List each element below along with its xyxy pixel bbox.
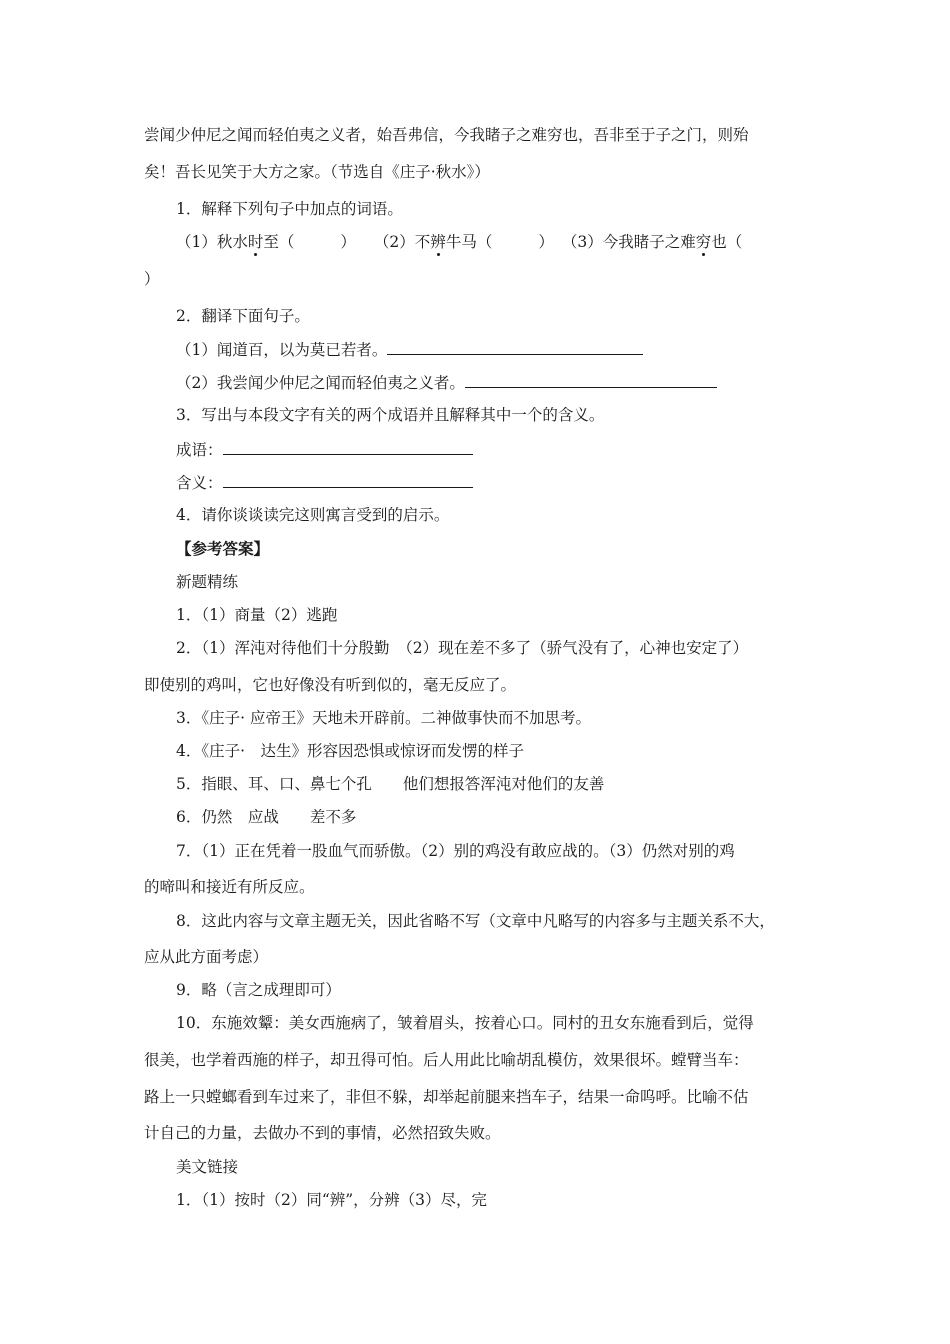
q3-idiom-answer-line[interactable] bbox=[223, 438, 473, 455]
passage-line-2: 矣！吾长见笑于大方之家。（节选自《庄子·秋水》） bbox=[144, 163, 490, 181]
answer-7-line-1: 7．（1）正在凭着一股血气而骄傲。（2）别的鸡没有敢应战的。（3）仍然对别的鸡 bbox=[176, 842, 735, 860]
q3-meaning-answer-line[interactable] bbox=[223, 471, 473, 488]
answer-1: 1．（1）商量（2）逃跑 bbox=[176, 606, 338, 624]
question-1-items-wrap: ） bbox=[144, 270, 160, 288]
answer-10-line-2: 很美，也学着西施的样子，却丑得可怕。后人用此比喻胡乱模仿，效果很坏。螳臂当车： bbox=[144, 1051, 749, 1069]
answer-10-line-4: 计自己的力量，去做办不到的事情，必然招致失败。 bbox=[144, 1124, 501, 1142]
q2-sentence-2-answer-line[interactable] bbox=[465, 371, 717, 388]
answer-3: 3．《庄子· 应帝王》天地未开辟前。二神做事快而不加思考。 bbox=[176, 709, 591, 727]
answers-section-new-exercises: 新题精练 bbox=[176, 573, 239, 591]
q2-sentence-1-text: （1）闻道百，以为莫已若者。 bbox=[176, 341, 388, 359]
answers-heading: 【参考答案】 bbox=[176, 539, 270, 558]
answer-9: 9．略（言之成理即可） bbox=[176, 981, 341, 999]
question-2-title: 2．翻译下面句子。 bbox=[176, 307, 310, 325]
answer-10-line-3: 路上一只螳螂看到车过来了，非但不躲，却举起前腿来挡车子，结果一命呜呼。比喻不估 bbox=[144, 1088, 749, 1106]
q3-meaning-label: 含义： bbox=[176, 474, 223, 492]
q2-sentence-1-answer-line[interactable] bbox=[387, 338, 643, 355]
q1-item3-suffix: 也（ bbox=[711, 233, 743, 251]
question-4-title: 4．请你谈谈读完这则寓言受到的启示。 bbox=[176, 506, 450, 524]
q2-sentence-2-text: （2）我尝闻少仲尼之闻而轻伯夷之义者。 bbox=[176, 374, 465, 392]
answer-8-line-1: 8．这此内容与文章主题无关，因此省略不写（文章中凡略写的内容多与主题关系不大， bbox=[176, 912, 775, 930]
linked-answer-1: 1．（1）按时（2）同“辨”，分辨（3）尽，完 bbox=[176, 1191, 488, 1209]
q1-item1-dotted-word: 时 bbox=[247, 233, 264, 251]
question-3-title: 3．写出与本段文字有关的两个成语并且解释其中一个的含义。 bbox=[176, 406, 605, 424]
answer-10-line-1: 10．东施效颦：美女西施病了，皱着眉头，按着心口。同村的丑女东施看到后，觉得 bbox=[176, 1014, 754, 1032]
question-1-items bbox=[176, 231, 742, 253]
q1-item1-suffix: 至（ bbox=[263, 233, 295, 251]
answer-6: 6．仍然 应战 差不多 bbox=[176, 808, 357, 826]
question-3-meaning bbox=[176, 471, 473, 493]
answer-5: 5．指眼、耳、口、鼻七个孔 他们想报答浑沌对他们的友善 bbox=[176, 775, 605, 793]
question-1-title: 1．解释下列句子中加点的词语。 bbox=[176, 200, 403, 218]
passage-line-1: 尝闻少仲尼之闻而轻伯夷之义者，始吾弗信，今我睹子之难穷也，吾非至于子之门，则殆 bbox=[144, 126, 749, 144]
question-2-sentence-1 bbox=[176, 338, 643, 360]
answer-4: 4．《庄子· 达生》形容因恐惧或惊讶而发愣的样子 bbox=[176, 742, 525, 760]
answer-2-line-1: 2．（1）浑沌对待他们十分殷勤 （2）现在差不多了（骄气没有了，心神也安定了） bbox=[176, 639, 749, 657]
q1-item3-dotted-word: 穷 bbox=[695, 233, 712, 251]
answers-section-linked-reading: 美文链接 bbox=[176, 1158, 239, 1176]
question-3-idiom bbox=[176, 438, 473, 460]
q3-idiom-label: 成语： bbox=[176, 441, 223, 459]
q1-item2-close: ） bbox=[538, 233, 554, 251]
answer-2-line-2: 即使别的鸡叫，它也好像没有听到似的，毫无反应了。 bbox=[144, 676, 517, 694]
q1-item1-close: ） bbox=[340, 233, 356, 251]
q1-item2-suffix: 牛马（ bbox=[445, 233, 493, 251]
question-2-sentence-2 bbox=[176, 371, 717, 393]
answer-8-line-2: 应从此方面考虑） bbox=[144, 948, 269, 966]
q1-item2-prefix: （2）不 bbox=[373, 233, 431, 251]
q1-item1-prefix: （1）秋水 bbox=[176, 233, 248, 251]
q1-item3-prefix: （3）今我睹子之难 bbox=[561, 233, 696, 251]
answer-7-line-2: 的啼叫和接近有所反应。 bbox=[144, 878, 315, 896]
q1-item2-dotted-word: 辨 bbox=[430, 233, 446, 251]
